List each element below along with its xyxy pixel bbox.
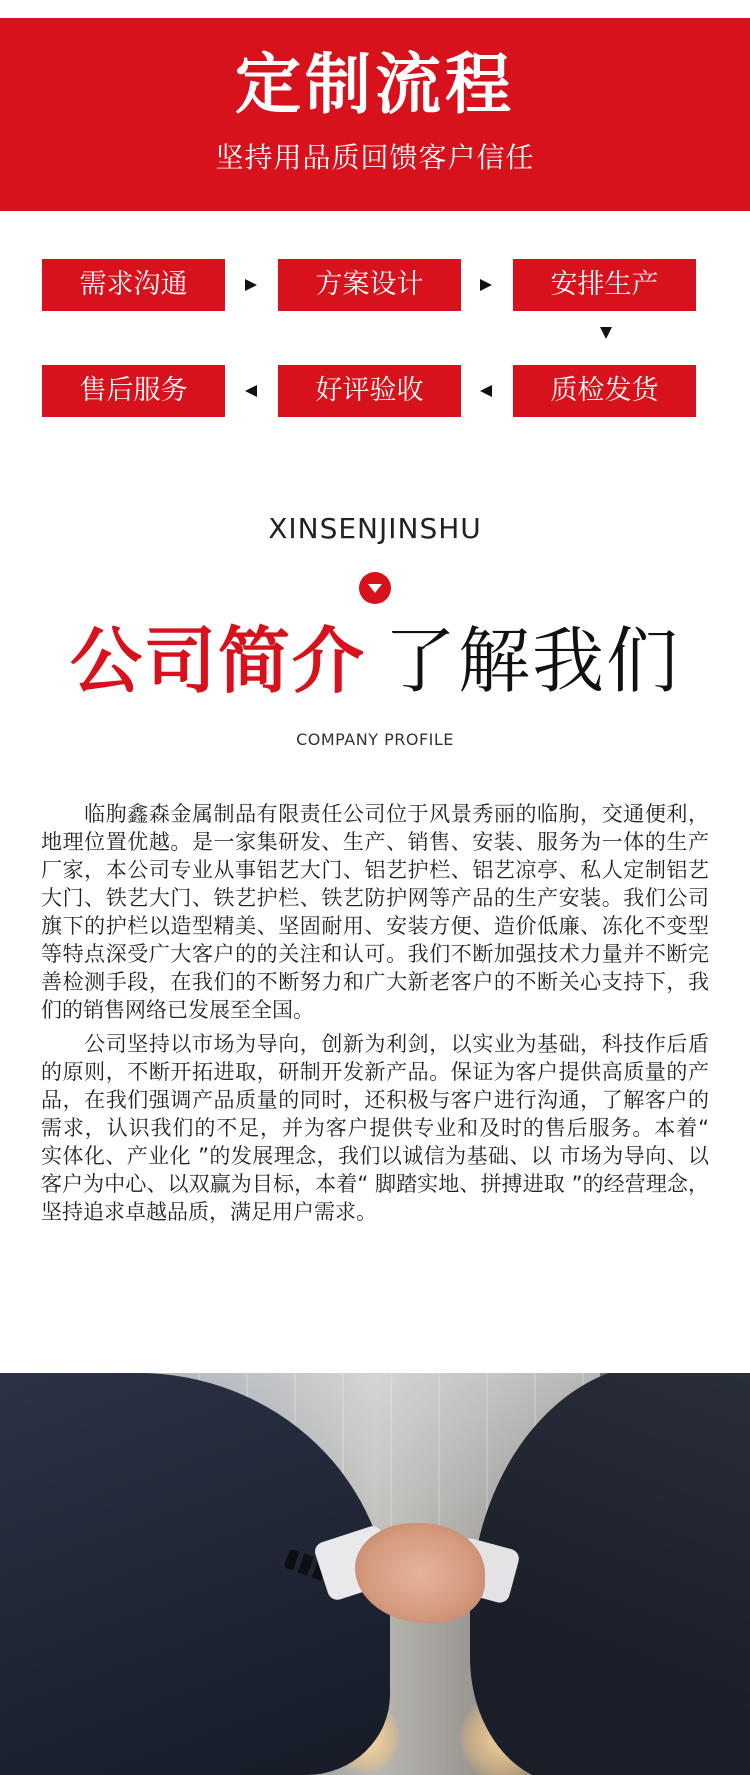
handshake-photo (0, 1373, 750, 1775)
arrow-left-icon (480, 385, 492, 397)
step-requirement-communication: 需求沟通 (42, 259, 225, 311)
brand-name-english: XINSENJINSHU (268, 512, 482, 545)
intro-paragraph-1: 临朐鑫森金属制品有限责任公司位于风景秀丽的临朐，交通便利，地理位置优越。是一家集研发、生产、销售、安装、服务为一体的生产厂家，本公司专业从事铝艺大门、铝艺护栏、铝艺凉亭、私人定制铝艺大门、铁艺大门、铁艺护栏、铁艺防护网等产品的生产安装。我们公司旗下的护栏以造型精美、坚固耐用、安装方便、造价低廉、冻化不变型等特点深受广大客户的的关注和认可。我们不断加强技术力量并不断完善检测手段，在我们的不断努力和广大新老客户的不断关心支持下，我们的销售网络已发展至全国。 (41, 802, 709, 1022)
banner-subtitle: 坚持用品质回馈客户信任 (215, 141, 535, 174)
arrow-right-icon (245, 279, 257, 291)
step-plan-design: 方案设计 (278, 259, 461, 311)
chevron-down-circle-icon (359, 572, 391, 604)
heading-company-profile: 公司简介 (69, 619, 366, 703)
step-arrange-production: 安排生产 (513, 259, 696, 311)
step-after-sales-service: 售后服务 (42, 365, 225, 417)
banner-title: 定制流程 (235, 46, 515, 123)
intro-paragraph-2: 公司坚持以市场为导向，创新为利剑，以实业为基础，科技作后盾的原则，不断开拓进取，研制开发新产品。保证为客户提供高质量的产品，在我们强调产品质量的同时，还积极与客户进行沟通，了解客户的需求，认识我们的不足，并为客户提供专业和及时的售后服务。本着“ 实体化、产业化 ”的发展理念，我们以诚信为基础、以 市场为导向、以客户为中心、以双赢为目标，本着“ 脚踏实地、拼搏进取 ”的经营理念，坚持追求卓越品质，满足用户需求。 (41, 1032, 709, 1224)
step-quality-check-shipping: 质检发货 (513, 365, 696, 417)
company-intro (41, 800, 709, 1226)
section-heading (0, 619, 750, 703)
arrow-down-icon (600, 327, 612, 339)
step-acceptance: 好评验收 (278, 365, 461, 417)
company-profile-english: COMPANY PROFILE (296, 730, 454, 749)
process-banner (0, 18, 750, 211)
heading-about-us: 了解我们 (384, 619, 681, 703)
arrow-left-icon (245, 385, 257, 397)
arrow-right-icon (480, 279, 492, 291)
